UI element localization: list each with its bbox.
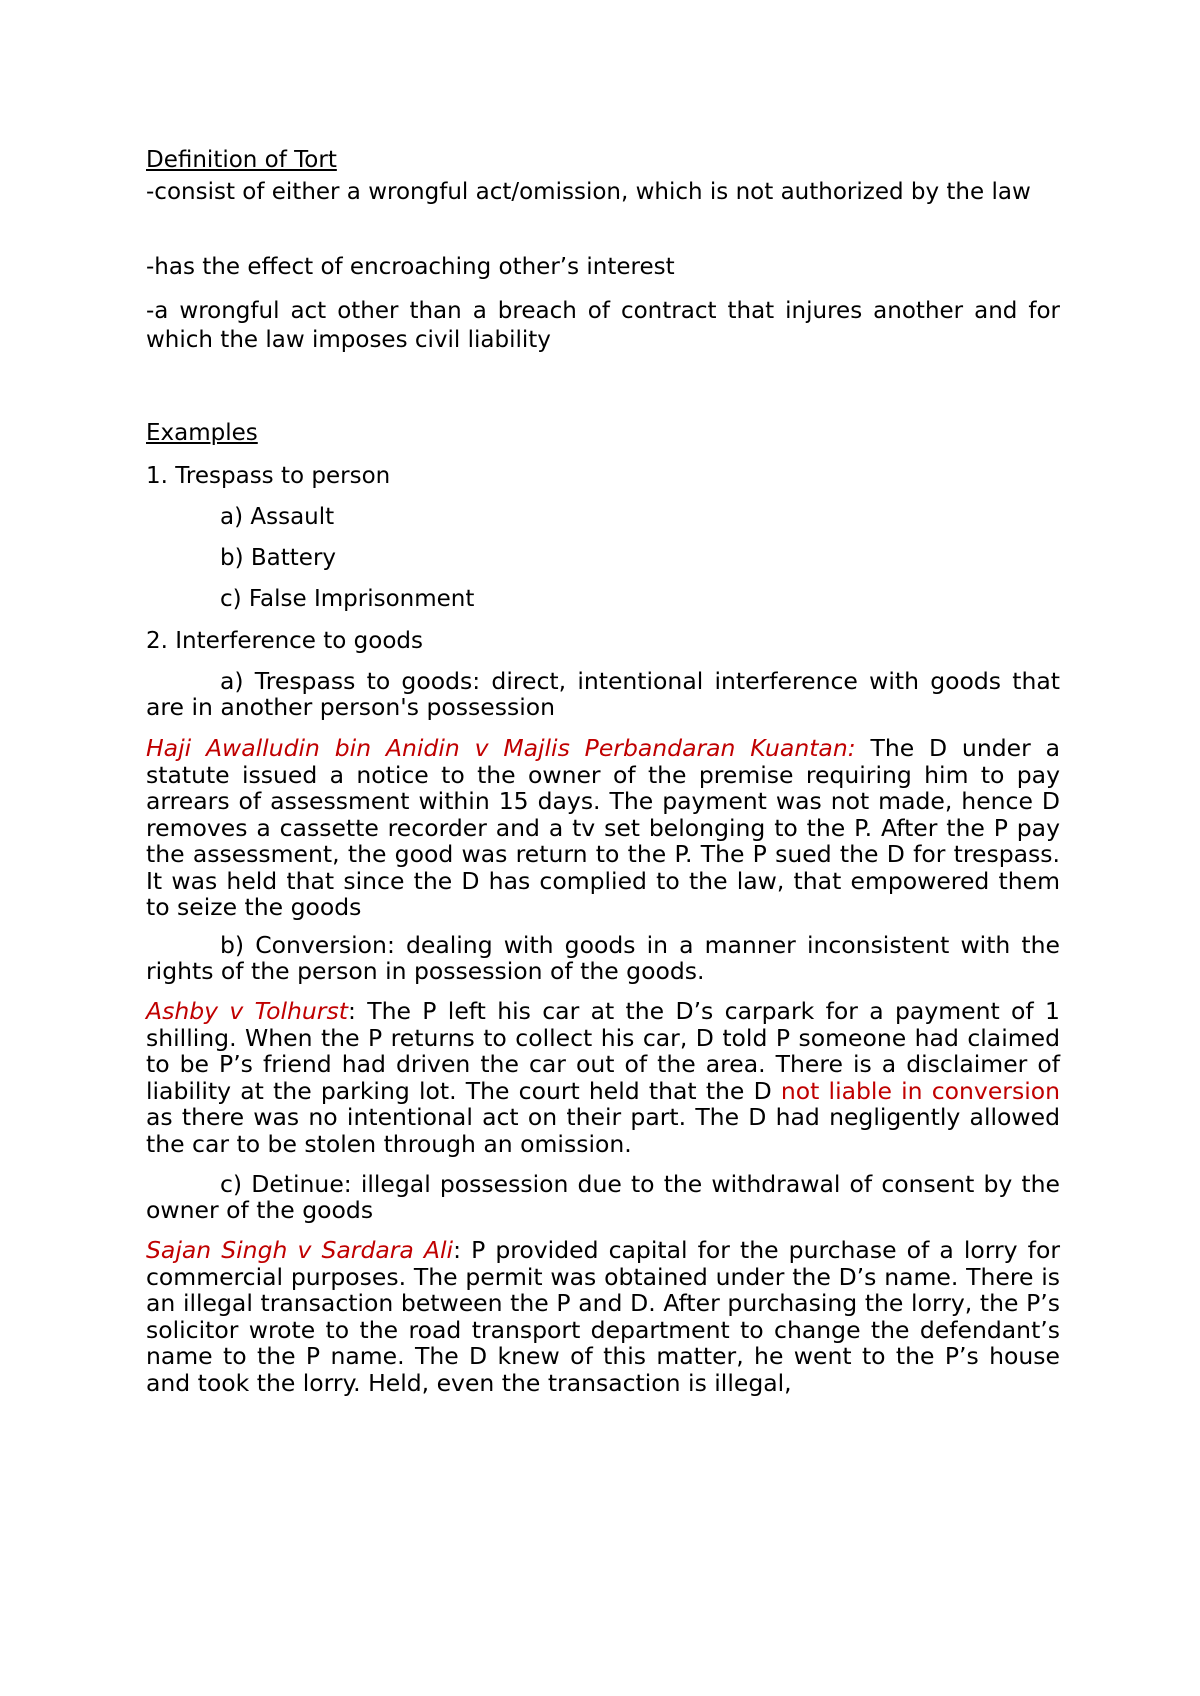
trespass-case-text: The D under a statute issued a notice to the owner of the premise requiring him to pay arrears of assessment within 15 days. The payment was not made, hence D removes a cassette recorder and a tv set belonging to the P. After the P pay the assessment, the good was return to the P. The P sued the D for trespass. It was held that since the D has complied to the law, that empowered them to seize the goods <box>146 734 1060 921</box>
definition-heading: Definition of Tort <box>146 147 337 173</box>
definition-point-2: -has the effect of encroaching other’s interest <box>146 254 675 280</box>
detinue-case-paragraph <box>146 1237 1060 1396</box>
trespass-case-name: Haji Awalludin bin Anidin v Majlis Perbandaran Kuantan: <box>146 734 856 762</box>
detinue-case-text: P provided capital for the purchase of a lorry for commercial purposes. The permit was obtained under the D’s name. There is an illegal transaction between the P and D. After purchasing the lorry, the P’s solicitor wrote to the road transport department to change the defendant’s name to the P name. The D knew of this matter, he went to the P’s house and took the lorry. Held, even the transaction is illegal, <box>146 1236 1060 1397</box>
conversion-case-text-1: The P left his car at the D’s carpark for a payment of 1 shilling. When the P returns to collect his car, D told P someone had claimed to be P’s friend had driven the car out of the area. There is a disclaimer of liability at the parking lot. The court held that the D <box>146 997 1061 1105</box>
detinue-case-colon: : <box>453 1236 461 1264</box>
example-2-title: 2. Interference to goods <box>146 628 423 654</box>
conversion-case-name: Ashby v Tolhurst <box>146 997 348 1025</box>
example-1-sub-a: a) Assault <box>220 504 335 530</box>
example-1-title: 1. Trespass to person <box>146 463 391 489</box>
document-page <box>146 0 1060 1696</box>
trespass-definition: a) Trespass to goods: direct, intentional interference with goods that are in another person's possession <box>146 667 1060 721</box>
conversion-case-text-2: as there was no intentional act on their part. The D had negligently allowed the car to be stolen through an omission. <box>146 1103 1060 1158</box>
conversion-case-colon: : <box>347 997 356 1025</box>
detinue-case-name: Sajan Singh v Sardara Ali <box>146 1236 454 1264</box>
examples-heading: Examples <box>146 420 258 446</box>
definition-point-1: -consist of either a wrongful act/omission, which is not authorized by the law <box>146 179 1031 205</box>
conversion-highlight: not liable in conversion <box>780 1076 1060 1105</box>
definition-point-3: -a wrongful act other than a breach of contract that injures another and for which the law imposes civil liability <box>146 298 1060 353</box>
example-1-sub-b: b) Battery <box>220 545 337 571</box>
conversion-case-paragraph <box>146 998 1060 1157</box>
trespass-case-paragraph <box>146 735 1060 921</box>
example-1-sub-c: c) False Imprisonment <box>220 586 475 612</box>
conversion-definition: b) Conversion: dealing with goods in a manner inconsistent with the rights of the person in possession of the goods. <box>146 931 1060 985</box>
detinue-definition: c) Detinue: illegal possession due to the withdrawal of consent by the owner of the goods <box>146 1170 1060 1224</box>
